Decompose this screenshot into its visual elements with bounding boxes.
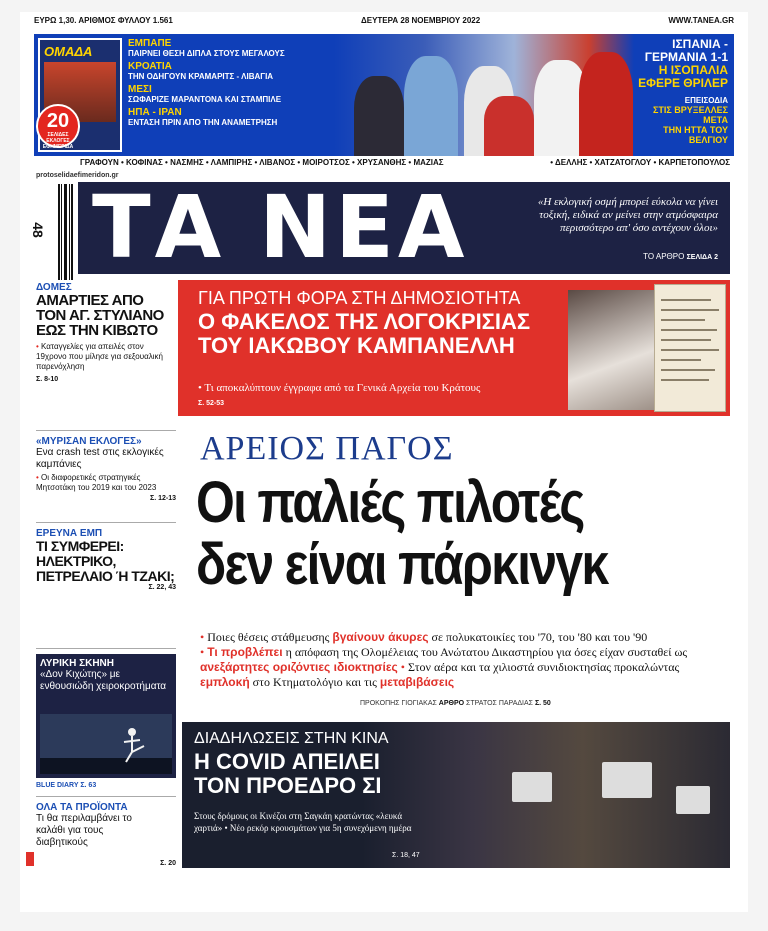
sidebar-kicker: ΛΥΡΙΚΗ ΣΚΗΝΗ	[40, 658, 114, 669]
sidebar-story-heating[interactable]	[36, 528, 176, 591]
sidebar-title: «Δον Κιχώτης» με ενθουσιώδη χειροκροτήματα	[40, 669, 167, 692]
issue-date: ΔΕΥΤΕΡΑ 28 ΝΟΕΜΒΡΙΟΥ 2022	[361, 16, 481, 25]
writers-line	[80, 158, 730, 170]
sidebar-story-domes[interactable]	[36, 282, 176, 383]
footballers-photo	[334, 34, 634, 156]
masthead	[78, 178, 730, 278]
right-heading: ΕΦΕΡΕ ΘΡΙΛΕΡ	[638, 76, 728, 90]
main-story-byline: ΠΡΟΚΟΠΗΣ ΓΙΟΓΙΑΚΑΣ ΑΡΘΡΟ ΣΤΡΑΤΟΣ ΠΑΡΑΔΙΑΣ Σ. 50	[360, 700, 551, 707]
right-subtext: ΤΗΝ ΗΤΤΑ ΤΟΥ ΒΕΛΓΙΟΥ	[663, 125, 728, 145]
banner-story-heading: ΜΕΣΙ	[128, 84, 152, 95]
pages-badge	[36, 104, 80, 148]
ref-page: ΣΕΛΙΔΑ 2	[686, 254, 718, 261]
sidebar-opera-page	[36, 782, 176, 789]
sidebar-title: Ενα crash test στις εκλογικές καμπάνιες	[36, 447, 164, 470]
top-info-line	[34, 16, 734, 30]
main-headline[interactable]	[196, 472, 660, 596]
right-subtext: ΣΤΙΣ ΒΡΥΞΕΛΛΕΣ ΜΕΤΑ	[652, 105, 728, 125]
banner-story-text: ΕΝΤΑΣΗ ΠΡΙΝ ΑΠΟ ΤΗΝ ΑΝΑΜΕΤΡΗΣΗ	[128, 118, 278, 127]
main-story-kicker: ΑΡΕΙΟΣ ΠΑΓΟΣ	[200, 430, 454, 467]
banner-story-heading: ΕΜΠΑΠΕ	[128, 38, 172, 49]
page-number-label: 48	[29, 222, 46, 238]
banner-story-text: ΠΑΙΡΝΕΙ ΘΕΣΗ ΔΙΠΛΑ ΣΤΟΥΣ ΜΕΓΑΛΟΥΣ	[128, 49, 285, 58]
badge-number: 20	[46, 110, 70, 132]
banner-story-heading: ΚΡΟΑΤΙΑ	[128, 61, 172, 72]
ref-label: ΤΟ ΑΡΘΡΟ	[643, 252, 685, 261]
magazine-title: ΟΜΑΔΑ	[44, 44, 93, 59]
ballet-photo-icon	[40, 714, 172, 774]
china-story-page: Σ. 18, 47	[392, 852, 420, 859]
banner-story-text: ΣΩΦΑΡΙΖΕ ΜΑΡΑΝΤΟΝΑ ΚΑΙ ΣΤΑΜΠΙΛΕ	[128, 95, 282, 104]
writers-left: ΓΡΑΦΟΥΝ • ΚΟΦΙΝΑΣ • ΝΑΣΜΗΣ • ΛΑΜΠΙΡΗΣ • ΛΙΒΑΝΟΣ • ΜΟΙΡΟΤΣΟΣ • ΧΡΥΣΑΝΘΗΣ • ΜΑΖΙΑΣ	[80, 158, 444, 167]
divider	[36, 648, 176, 649]
badge-text: ΣΕΛΙΔΕΣ ΕΚΛΟΓΕΣ ΕΦΗΜΕΡΙΔΑ	[42, 132, 74, 150]
sidebar-page: Σ. 8-10	[36, 376, 59, 383]
divider	[36, 522, 176, 523]
sidebar-kicker: ΟΛΑ ΤΑ ΠΡΟΪΟΝΤΑ	[36, 802, 128, 813]
sidebar-title: ΤΙ ΣΥΜΦΕΡΕΙ: ΗΛΕΚΤΡΙΚΟ, ΠΕΤΡΕΛΑΙΟ Ή ΤΖΑΚΙ;	[36, 538, 175, 584]
barcode	[29, 182, 76, 282]
red-story-title: ΤΟΥ ΙΑΚΩΒΟΥ ΚΑΜΠΑΝΕΛΛΗ	[198, 333, 515, 358]
sidebar-title: ΑΜΑΡΤΙΕΣ ΑΠΟ ΤΟΝ ΑΓ. ΣΤΥΛΙΑΝΟ ΕΩΣ ΤΗΝ ΚΙΒΩΤΟ	[36, 292, 164, 339]
document-photo	[654, 284, 726, 412]
kambanellis-photo	[568, 290, 658, 410]
masthead-quote: «Η εκλογική οσμή μπορεί εύκολα να γίνει τοξική, ειδικά αν μείνει στην ατμόσφαιρα περισσότερο απ' όσο αντέχουν όλοι»	[537, 196, 718, 234]
red-marker	[26, 852, 34, 866]
bullet-2: • Τι προβλέπει η απόφαση της Ολομέλειας του Ανώτατου Δικαστηρίου για όσες είχαν συσταθεί ως ανεξάρτητες οριζόντιες ιδιοκτησίες • Στον αέρα και τα χιλιοστά συνιδιοκτησίας προκαλώντας εμπλοκή στο Κτηματολόγιο και τις μεταβιβάσεις	[200, 645, 688, 689]
headline-line-1: Οι παλιές πιλοτές	[196, 470, 584, 535]
right-heading: Η ΙΣΟΠΑΛΙΑ	[658, 63, 728, 77]
sports-banner[interactable]	[34, 34, 734, 156]
sidebar-page: Σ. 22, 43	[148, 584, 176, 591]
sidebar-kicker: «ΜΥΡΙΣΑΝ ΕΚΛΟΓΕΣ»	[36, 436, 142, 447]
main-story-bullets	[200, 630, 730, 690]
red-story-page: Σ. 52-53	[198, 400, 224, 407]
watermark: protoselidaefimeridon.gr	[36, 172, 119, 179]
issue-price: ΕΥΡΩ 1,30. ΑΡΙΘΜΟΣ ΦΥΛΛΟΥ 1.561	[34, 16, 173, 25]
sidebar-page: BLUE DIARY Σ. 63	[36, 782, 97, 789]
bullet-1: • Ποιες θέσεις στάθμευσης βγαίνουν άκυρες σε πολυκατοικίες του '70, του '80 και του '90	[200, 630, 648, 644]
right-heading: ΙΣΠΑΝΙΑ -	[672, 37, 728, 51]
newspaper-logo: ΤΑ ΝΕΑ	[92, 178, 469, 278]
banner-right-story	[628, 38, 728, 145]
writers-right: • ΔΕΛΛΗΣ • ΧΑΤΖΑΤΟΓΛΟΥ • ΚΑΡΠΕΤΟΠΟΥΛΟΣ	[550, 158, 730, 167]
banner-story-heading: ΗΠΑ - ΙΡΑΝ	[128, 107, 182, 118]
china-story-kicker: ΔΙΑΔΗΛΩΣΕΙΣ ΣΤΗΝ ΚΙΝΑ	[194, 730, 389, 747]
sidebar-story-opera[interactable]	[36, 654, 176, 778]
right-subheading: ΕΠΕΙΣΟΔΙΑ	[684, 96, 728, 105]
china-story-title: Η COVID ΑΠΕΙΛΕΙ	[194, 749, 380, 774]
masthead-ref[interactable]	[643, 252, 718, 261]
sidebar-page: Σ. 20	[160, 860, 176, 867]
red-story-title: Ο ΦΑΚΕΛΟΣ ΤΗΣ ΛΟΓΟΚΡΙΣΙΑΣ	[198, 309, 531, 334]
newspaper-front-page	[20, 12, 748, 912]
red-story-kicker: ΓΙΑ ΠΡΩΤΗ ΦΟΡΑ ΣΤΗ ΔΗΜΟΣΙΟΤΗΤΑ	[198, 288, 521, 308]
china-story-text: Στους δρόμους οι Κινέζοι στη Σαγκάη κρατώντας «λευκά χαρτιά» • Νέο ρεκόρ κρουσμάτων για 5η συνεχόμενη ημέρα	[194, 811, 412, 833]
sidebar-text: • Οι διαφορετικές στρατηγικές Μητσοτάκη του 2019 και του 2023	[36, 473, 176, 493]
banner-story-text: ΤΗΝ ΟΔΗΓΟΥΝ ΚΡΑΜΑΡΙΤΣ - ΛΙΒΑΓΙΑ	[128, 72, 274, 81]
sidebar-kicker: ΔΟΜΕΣ	[36, 282, 72, 293]
banner-stories	[128, 38, 328, 130]
sidebar-story-diabetes[interactable]	[36, 802, 176, 867]
sidebar-kicker: ΕΡΕΥΝΑ ΕΜΠ	[36, 528, 103, 539]
right-heading: ΓΕΡΜΑΝΙΑ 1-1	[644, 50, 728, 64]
divider	[36, 796, 176, 797]
headline-line-2: δεν είναι πάρκινγκ	[196, 532, 608, 597]
censorship-story[interactable]	[178, 280, 730, 416]
sidebar-title: Τι θα περιλαμβάνει το καλάθι για τους διαβητικούς	[36, 813, 132, 848]
china-story[interactable]	[182, 722, 730, 868]
website[interactable]: WWW.TANEA.GR	[668, 16, 734, 25]
china-story-title: ΤΟΝ ΠΡΟΕΔΡΟ ΣΙ	[194, 773, 382, 798]
divider	[36, 430, 176, 431]
red-story-text: • Τι αποκαλύπτουν έγγραφα από τα Γενικά Αρχεία του Κράτους	[198, 382, 480, 394]
sidebar-page: Σ. 12-13	[150, 495, 176, 502]
sidebar-story-elections[interactable]	[36, 436, 176, 502]
sidebar-text: • Καταγγελίες για απειλές στον 19χρονο που μίλησε για σεξουαλική παρενόχληση	[36, 342, 176, 372]
